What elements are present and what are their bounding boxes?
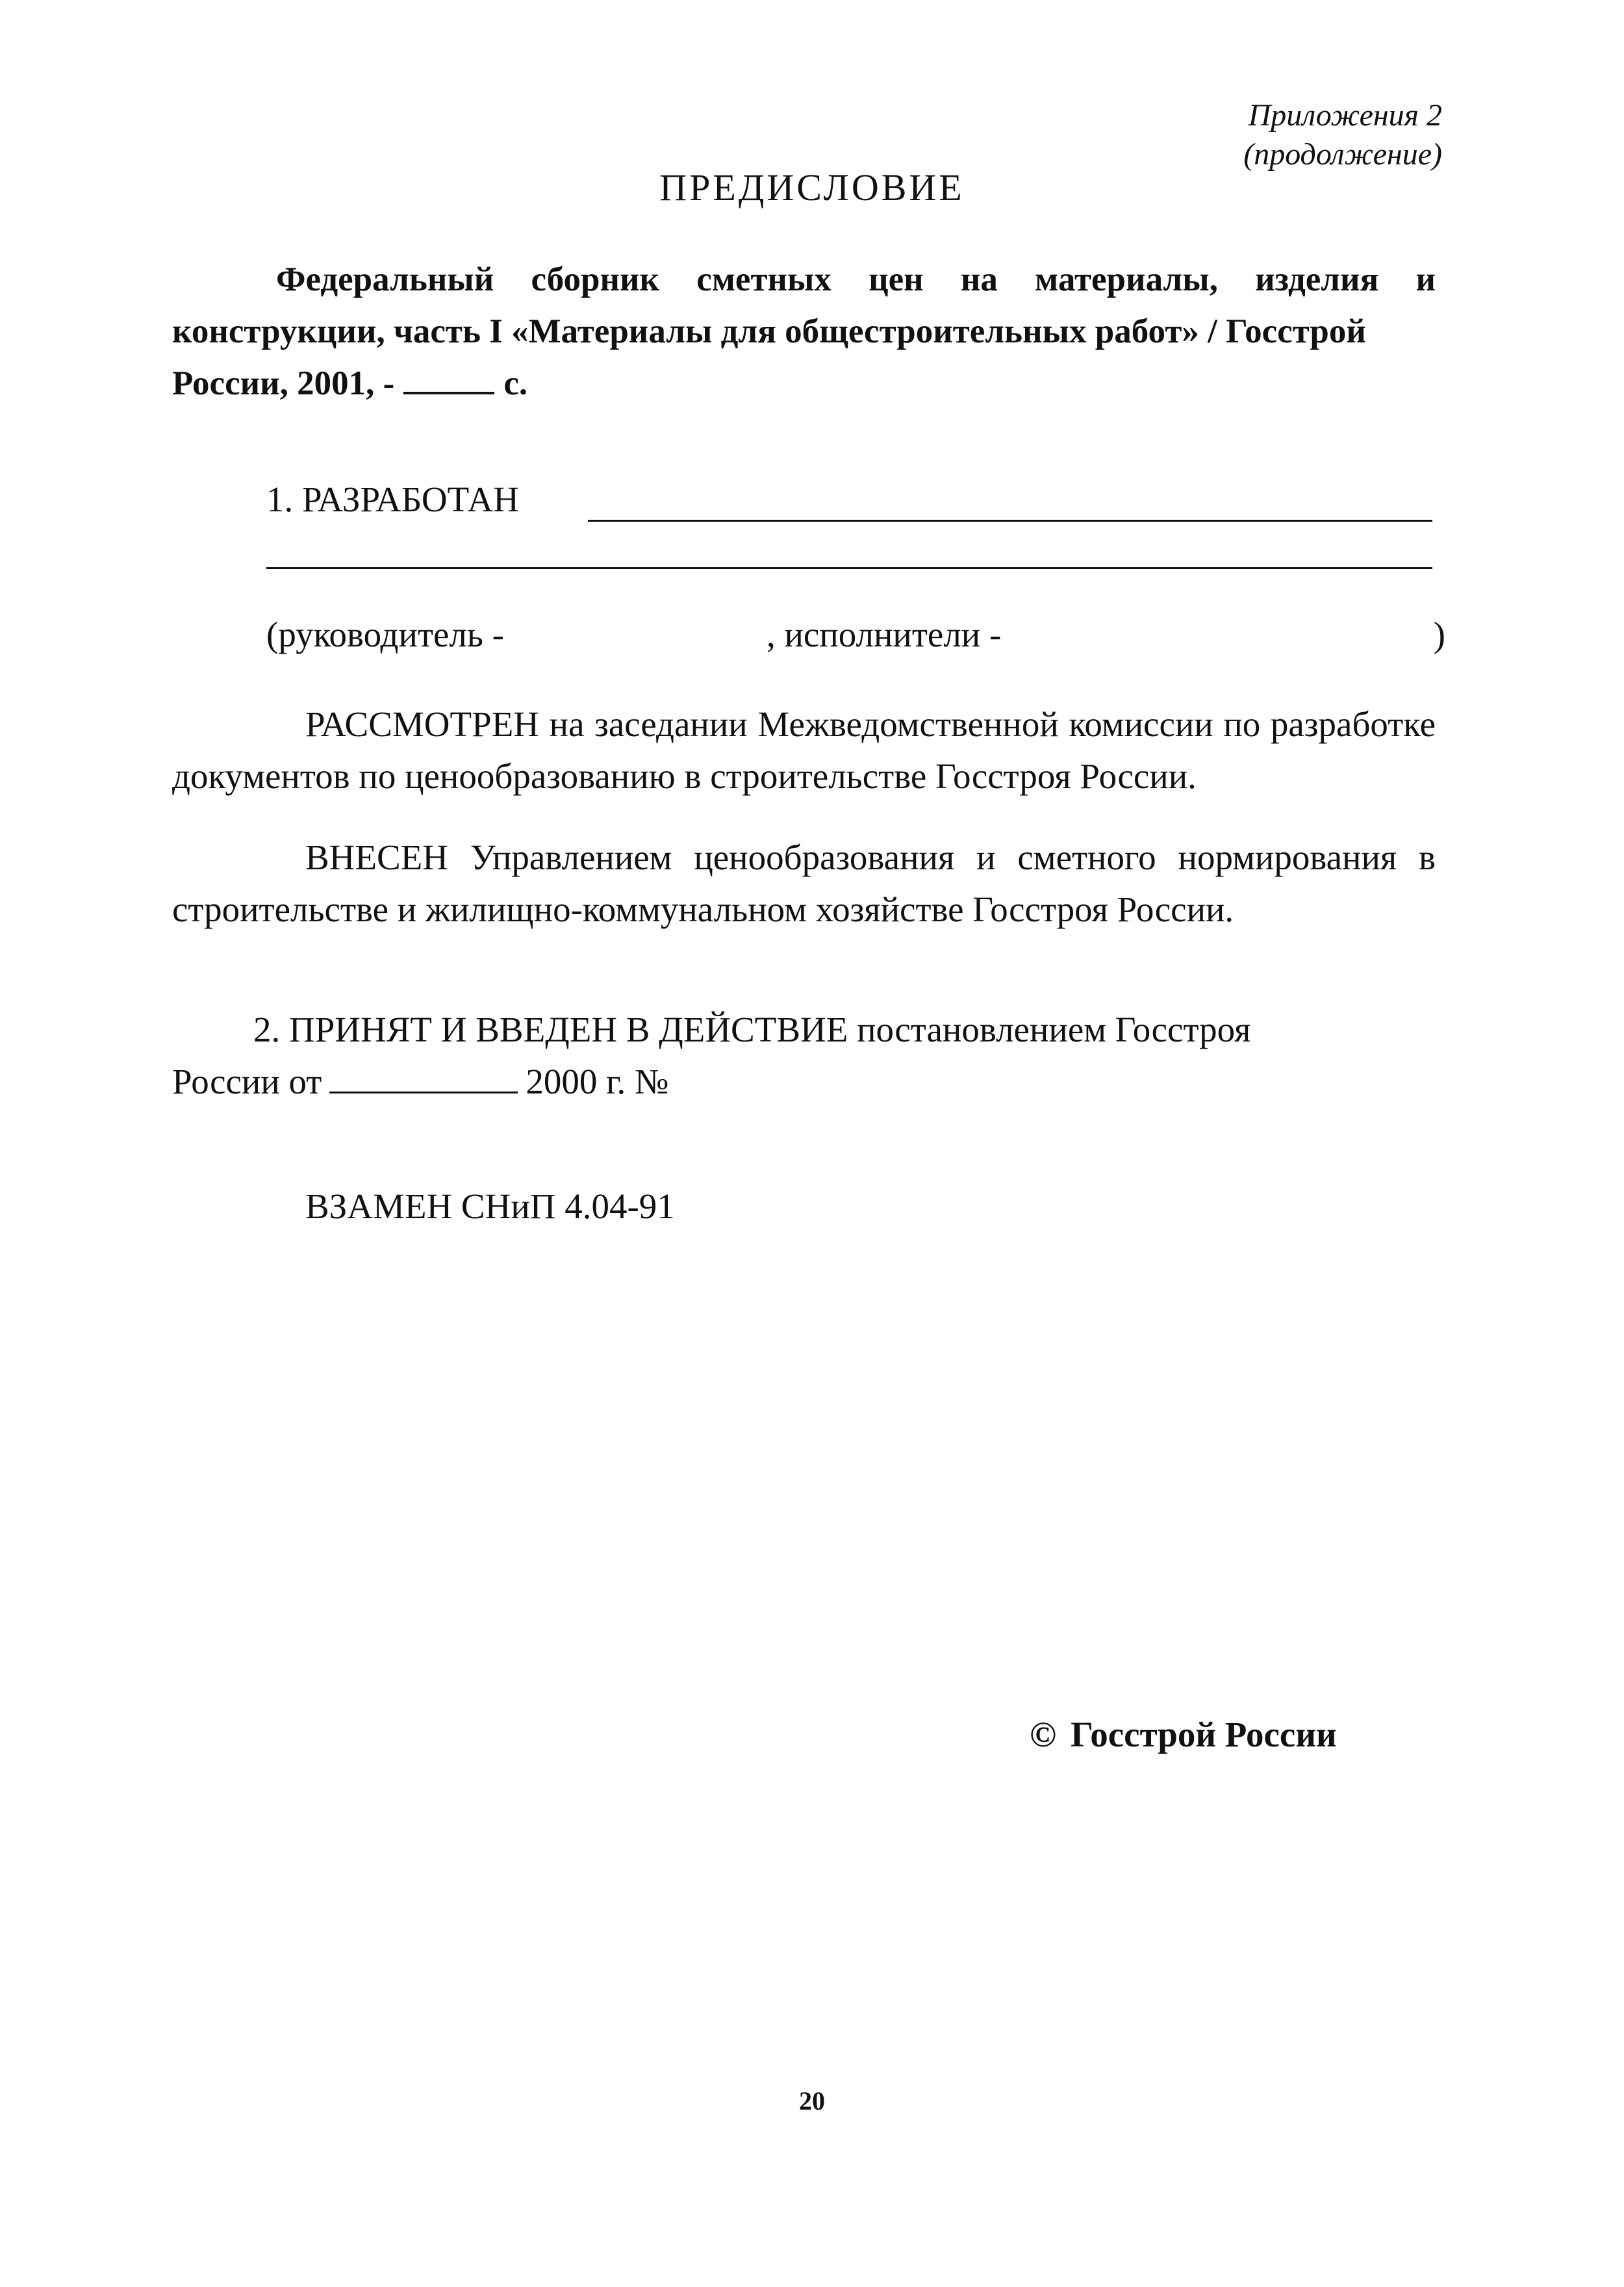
bibliographic-year: России, 2001, - [172,364,395,402]
adopted-section [172,1004,1250,1108]
appendix-note [1243,96,1442,174]
developer-blank-line-2 [266,567,1432,569]
developer-blank-line-1 [588,520,1432,522]
appendix-line-1: Приложения 2 [1248,98,1442,133]
page-number: 20 [799,2086,825,2115]
page-title: ПРЕДИСЛОВИЕ [659,166,965,209]
developed-label: 1. РАЗРАБОТАН [266,479,519,519]
adopted-date-blank [329,1062,518,1093]
copyright-note [1030,1714,1337,1755]
bibliographic-last-line [172,357,1436,409]
appendix-line-2: (продолжение) [1243,137,1442,172]
page-count-suffix: с. [503,364,528,402]
reviewed-paragraph: РАССМОТРЕН на заседании Межведомственной комиссии по разработке документов по ценообразованию в строительстве Госстроя России. [172,704,1436,796]
head-label: (руководитель - [266,615,504,654]
bibliographic-description [172,253,1436,409]
page-count-blank [403,362,494,394]
developers-people [266,614,1445,659]
people-close-paren: ) [1433,615,1445,654]
copyright-holder: Госстрой России [1071,1715,1337,1754]
copyright-icon: © [1030,1715,1057,1754]
submitted-paragraph: ВНЕСЕН Управлением ценообразования и сметного нормирования в строительстве и жилищно-коммунальном хозяйстве Госстроя России. [172,837,1436,929]
executors-label: , исполнители - [767,615,1002,654]
adopted-line-2 [172,1062,668,1101]
adopted-year-number: 2000 г. № [526,1062,669,1101]
replaces-note: ВЗАМЕН СНиП 4.04-91 [305,1186,675,1226]
bibliographic-text: Федеральный сборник сметных цен на материалы, изделия и конструкции, часть I «Материалы для общестроительных работ» / Госстрой [172,261,1436,350]
adopted-date-prefix: России от [172,1062,322,1101]
adopted-line-1: 2. ПРИНЯТ И ВВЕДЕН В ДЕЙСТВИЕ постановлением Госстроя [253,1010,1251,1049]
